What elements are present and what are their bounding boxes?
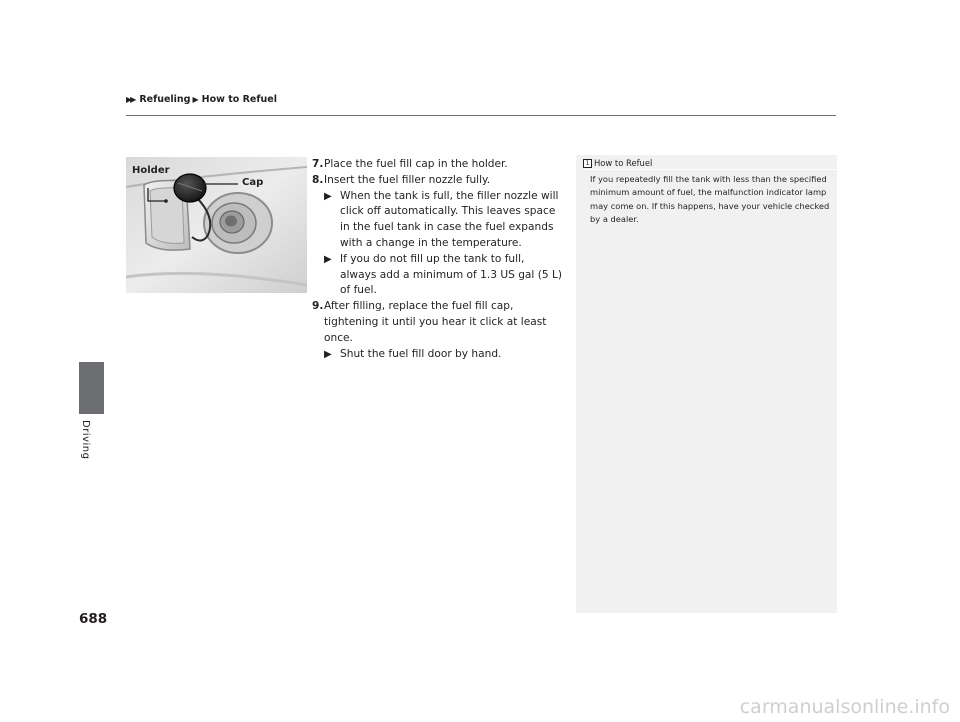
page-number: 688 bbox=[79, 611, 108, 627]
breadcrumb-item-refueling[interactable]: Refueling bbox=[139, 94, 191, 105]
step-text: Place the fuel fill cap in the holder. bbox=[324, 158, 508, 170]
step-number: 9. bbox=[312, 300, 324, 313]
section-tab bbox=[79, 362, 104, 414]
side-note-divider bbox=[583, 169, 837, 170]
fuel-cap-illustration bbox=[126, 157, 307, 293]
step-7 bbox=[312, 157, 562, 173]
note-reference-icon: 1 bbox=[583, 159, 592, 168]
side-note-panel bbox=[576, 155, 837, 613]
step-number: 8. bbox=[312, 173, 324, 186]
step-text: After filling, replace the fuel fill cap, tightening it until you hear it click at least once. bbox=[324, 300, 547, 344]
side-note-title-text: How to Refuel bbox=[594, 158, 653, 168]
arrow-right-icon: ▶ bbox=[324, 190, 332, 202]
instruction-steps bbox=[312, 157, 562, 362]
step-8-note-1 bbox=[312, 189, 562, 252]
sub-note-text: If you do not fill up the tank to full, always add a minimum of 1.3 US gal (5 L) of fuel. bbox=[340, 252, 562, 297]
step-8-note-2 bbox=[312, 252, 562, 299]
step-text: Insert the fuel filler nozzle fully. bbox=[324, 173, 491, 186]
breadcrumb-arrow-icon: ▶ bbox=[192, 95, 197, 104]
breadcrumb-item-how-to-refuel[interactable]: How to Refuel bbox=[201, 94, 277, 105]
header-divider bbox=[126, 115, 836, 116]
step-9-note-1 bbox=[312, 347, 562, 363]
breadcrumb-arrow-icon: ▶▶ bbox=[126, 95, 135, 104]
sub-note-text: Shut the fuel fill door by hand. bbox=[340, 347, 502, 360]
side-note-text: If you repeatedly fill the tank with less than the specified minimum amount of fuel, the malfunction indicator lamp may come on. If this happens, have your vehicle checked by a dealer. bbox=[590, 174, 830, 224]
fuel-door-image bbox=[126, 157, 307, 293]
breadcrumb bbox=[126, 94, 277, 105]
arrow-right-icon: ▶ bbox=[324, 253, 332, 265]
cap-callout-label: Cap bbox=[242, 177, 264, 188]
step-9 bbox=[312, 299, 562, 346]
step-number: 7. bbox=[312, 158, 324, 170]
side-note-title bbox=[583, 158, 652, 168]
watermark: carmanualsonline.info bbox=[739, 696, 950, 718]
arrow-right-icon: ▶ bbox=[324, 348, 332, 360]
holder-callout-label: Holder bbox=[132, 165, 170, 176]
section-tab-label: Driving bbox=[80, 420, 91, 460]
sub-note-text: When the tank is full, the filler nozzle will click off automatically. This leaves space in the fuel tank in case the fuel expands with a change in the temperature. bbox=[340, 189, 559, 249]
step-8 bbox=[312, 173, 562, 189]
